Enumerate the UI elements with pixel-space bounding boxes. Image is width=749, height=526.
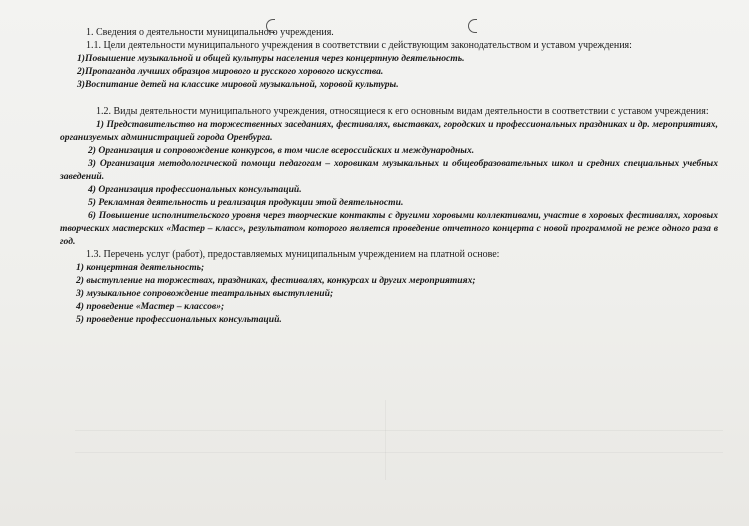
activity-item: 2) Организация и сопровождение конкурсов, в том числе всероссийских и международных. <box>88 145 475 156</box>
activity-item: 3) Организация методологической помощи педагогам – хоровикам музыкальных и общеобразовательных школ и средних специальных учебных заведений. <box>60 158 718 182</box>
goal-item: 3)Воспитание детей на классике мировой музыкальной, хоровой культуры. <box>77 79 399 90</box>
show-through-line <box>75 430 723 431</box>
service-item: 1) концертная деятельность; <box>76 262 205 273</box>
goal-item: 1)Повышение музыкальной и общей культуры населения через концертную деятельность. <box>77 53 465 64</box>
activity-item: 5) Рекламная деятельность и реализация продукции этой деятельности. <box>88 197 404 208</box>
subsection-1-3: 1.3. Перечень услуг (работ), предоставляемых муниципальным учреждением на платной основе: <box>86 249 500 260</box>
service-item: 5) проведение профессиональных консультаций. <box>76 314 282 325</box>
goal-item: 2)Пропаганда лучших образцов мирового и русского хорового искусства. <box>77 66 384 77</box>
activity-item: 1) Представительство на торжественных заседаниях, фестивалях, выставках, городских и профессиональных праздниках и др. мероприятиях, организуемых администрацией города Оренбурга. <box>60 119 718 143</box>
spacer <box>86 91 718 105</box>
document-body <box>60 26 718 326</box>
activity-item: 4) Организация профессиональных консультаций. <box>88 184 302 195</box>
show-through-line <box>75 452 723 453</box>
section-heading: 1. Сведения о деятельности муниципального учреждения. <box>86 27 334 38</box>
activity-item: 6) Повышение исполнительского уровня через творческие контакты с другими хоровыми коллективами, участие в хоровых фестивалях, хоровых творческих мастерских «Мастер – класс», результатом которого является проведение отчетного концерта с новой программой не реже одного раза в год. <box>60 210 718 247</box>
show-through-line <box>385 400 386 480</box>
subsection-1-1: 1.1. Цели деятельности муниципального учреждения в соответствии с действующим законодательством и уставом учреждения: <box>86 40 632 51</box>
subsection-1-2: 1.2. Виды деятельности муниципального учреждения, относящиеся к его основным видам деятельности в соответствии с уставом учреждения: <box>96 106 709 117</box>
service-item: 2) выступление на торжествах, праздниках, фестивалях, конкурсах и других мероприятиях; <box>76 275 476 286</box>
service-item: 3) музыкальное сопровождение театральных выступлений; <box>76 288 334 299</box>
service-item: 4) проведение «Мастер – классов»; <box>76 301 225 312</box>
